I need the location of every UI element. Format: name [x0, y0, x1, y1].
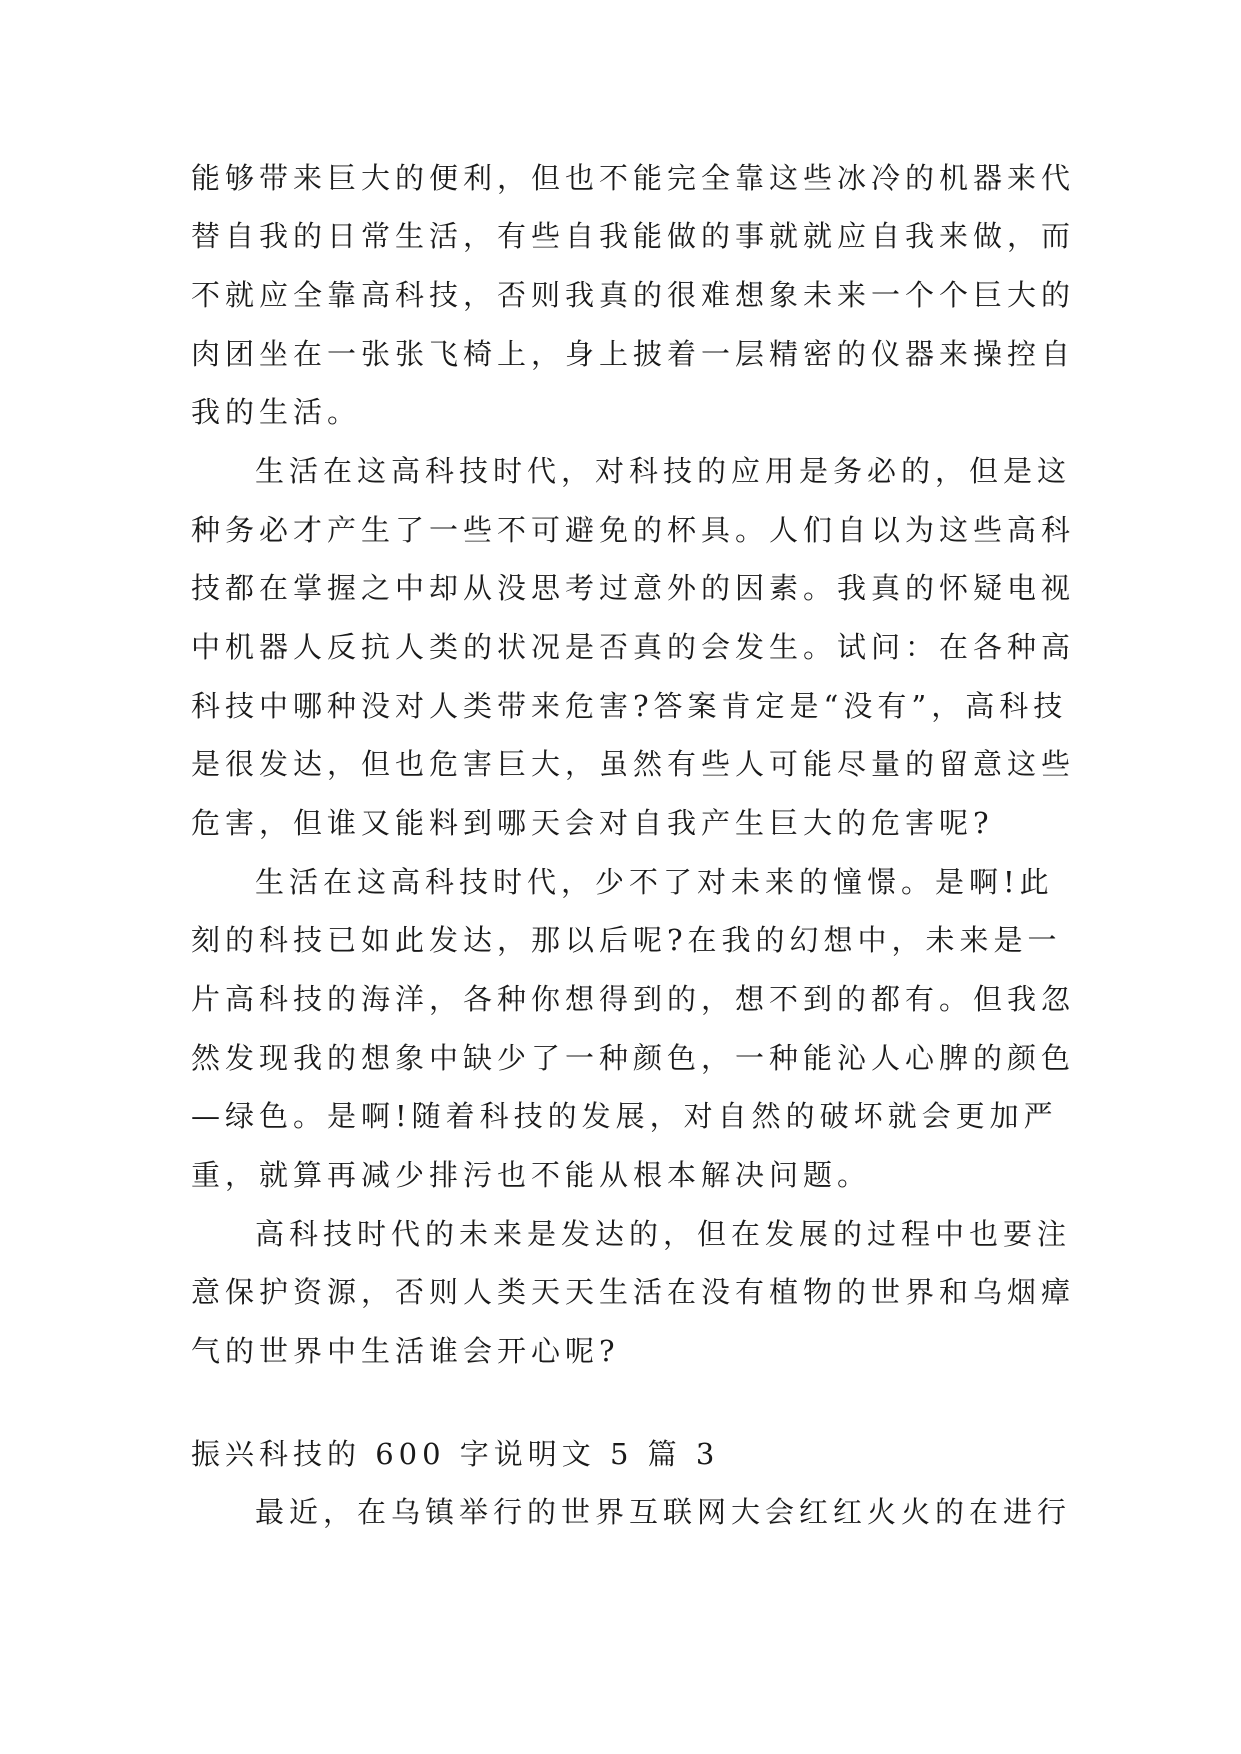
paragraph-start-line: 生活在这高科技时代，少不了对未来的憧憬。是啊!此: [255, 865, 1054, 899]
text-line: 刻的科技已如此发达，那以后呢?在我的幻想中，未来是一: [191, 923, 1062, 957]
text-line: 片高科技的海洋，各种你想得到的，想不到的都有。但我忽: [191, 982, 1076, 1016]
text-line: 种务必才产生了一些不可避免的杯具。人们自以为这些高科: [191, 513, 1076, 547]
text-line: 技都在掌握之中却从没思考过意外的因素。我真的怀疑电视: [191, 571, 1076, 605]
text-line: 肉团坐在一张张飞椅上，身上披着一层精密的仪器来操控自: [191, 337, 1076, 371]
text-line: 替自我的日常生活，有些自我能做的事就就应自我来做，而: [191, 219, 1076, 253]
paragraph-start-line: 生活在这高科技时代，对科技的应用是务必的，但是这: [255, 454, 1072, 488]
text-line: 科技中哪种没对人类带来危害?答案肯定是“没有”，高科技: [191, 689, 1068, 723]
section-heading: 振兴科技的 600 字说明文 5 篇 3: [191, 1437, 720, 1471]
text-line: 中机器人反抗人类的状况是否真的会发生。试问：在各种高: [191, 630, 1076, 664]
text-line: 气的世界中生活谁会开心呢?: [191, 1334, 620, 1368]
text-line: 能够带来巨大的便利，但也不能完全靠这些冰冷的机器来代: [191, 161, 1076, 195]
text-line: 危害，但谁又能料到哪天会对自我产生巨大的危害呢?: [191, 806, 994, 840]
text-line: 是很发达，但也危害巨大，虽然有些人可能尽量的留意这些: [191, 747, 1076, 781]
text-line: 然发现我的想象中缺少了一种颜色，一种能沁人心脾的颜色: [191, 1041, 1076, 1075]
text-line: 重，就算再减少排污也不能从根本解决问题。: [191, 1158, 872, 1192]
text-line: —绿色。是啊!随着科技的发展，对自然的破坏就会更加严: [191, 1099, 1058, 1133]
text-line: 不就应全靠高科技，否则我真的很难想象未来一个个巨大的: [191, 278, 1076, 312]
paragraph-start-line: 高科技时代的未来是发达的，但在发展的过程中也要注: [255, 1217, 1072, 1251]
paragraph-start-line: 最近，在乌镇举行的世界互联网大会红红火火的在进行: [255, 1495, 1072, 1529]
text-line: 意保护资源，否则人类天天生活在没有植物的世界和乌烟瘴: [191, 1275, 1076, 1309]
text-line: 我的生活。: [191, 395, 362, 429]
